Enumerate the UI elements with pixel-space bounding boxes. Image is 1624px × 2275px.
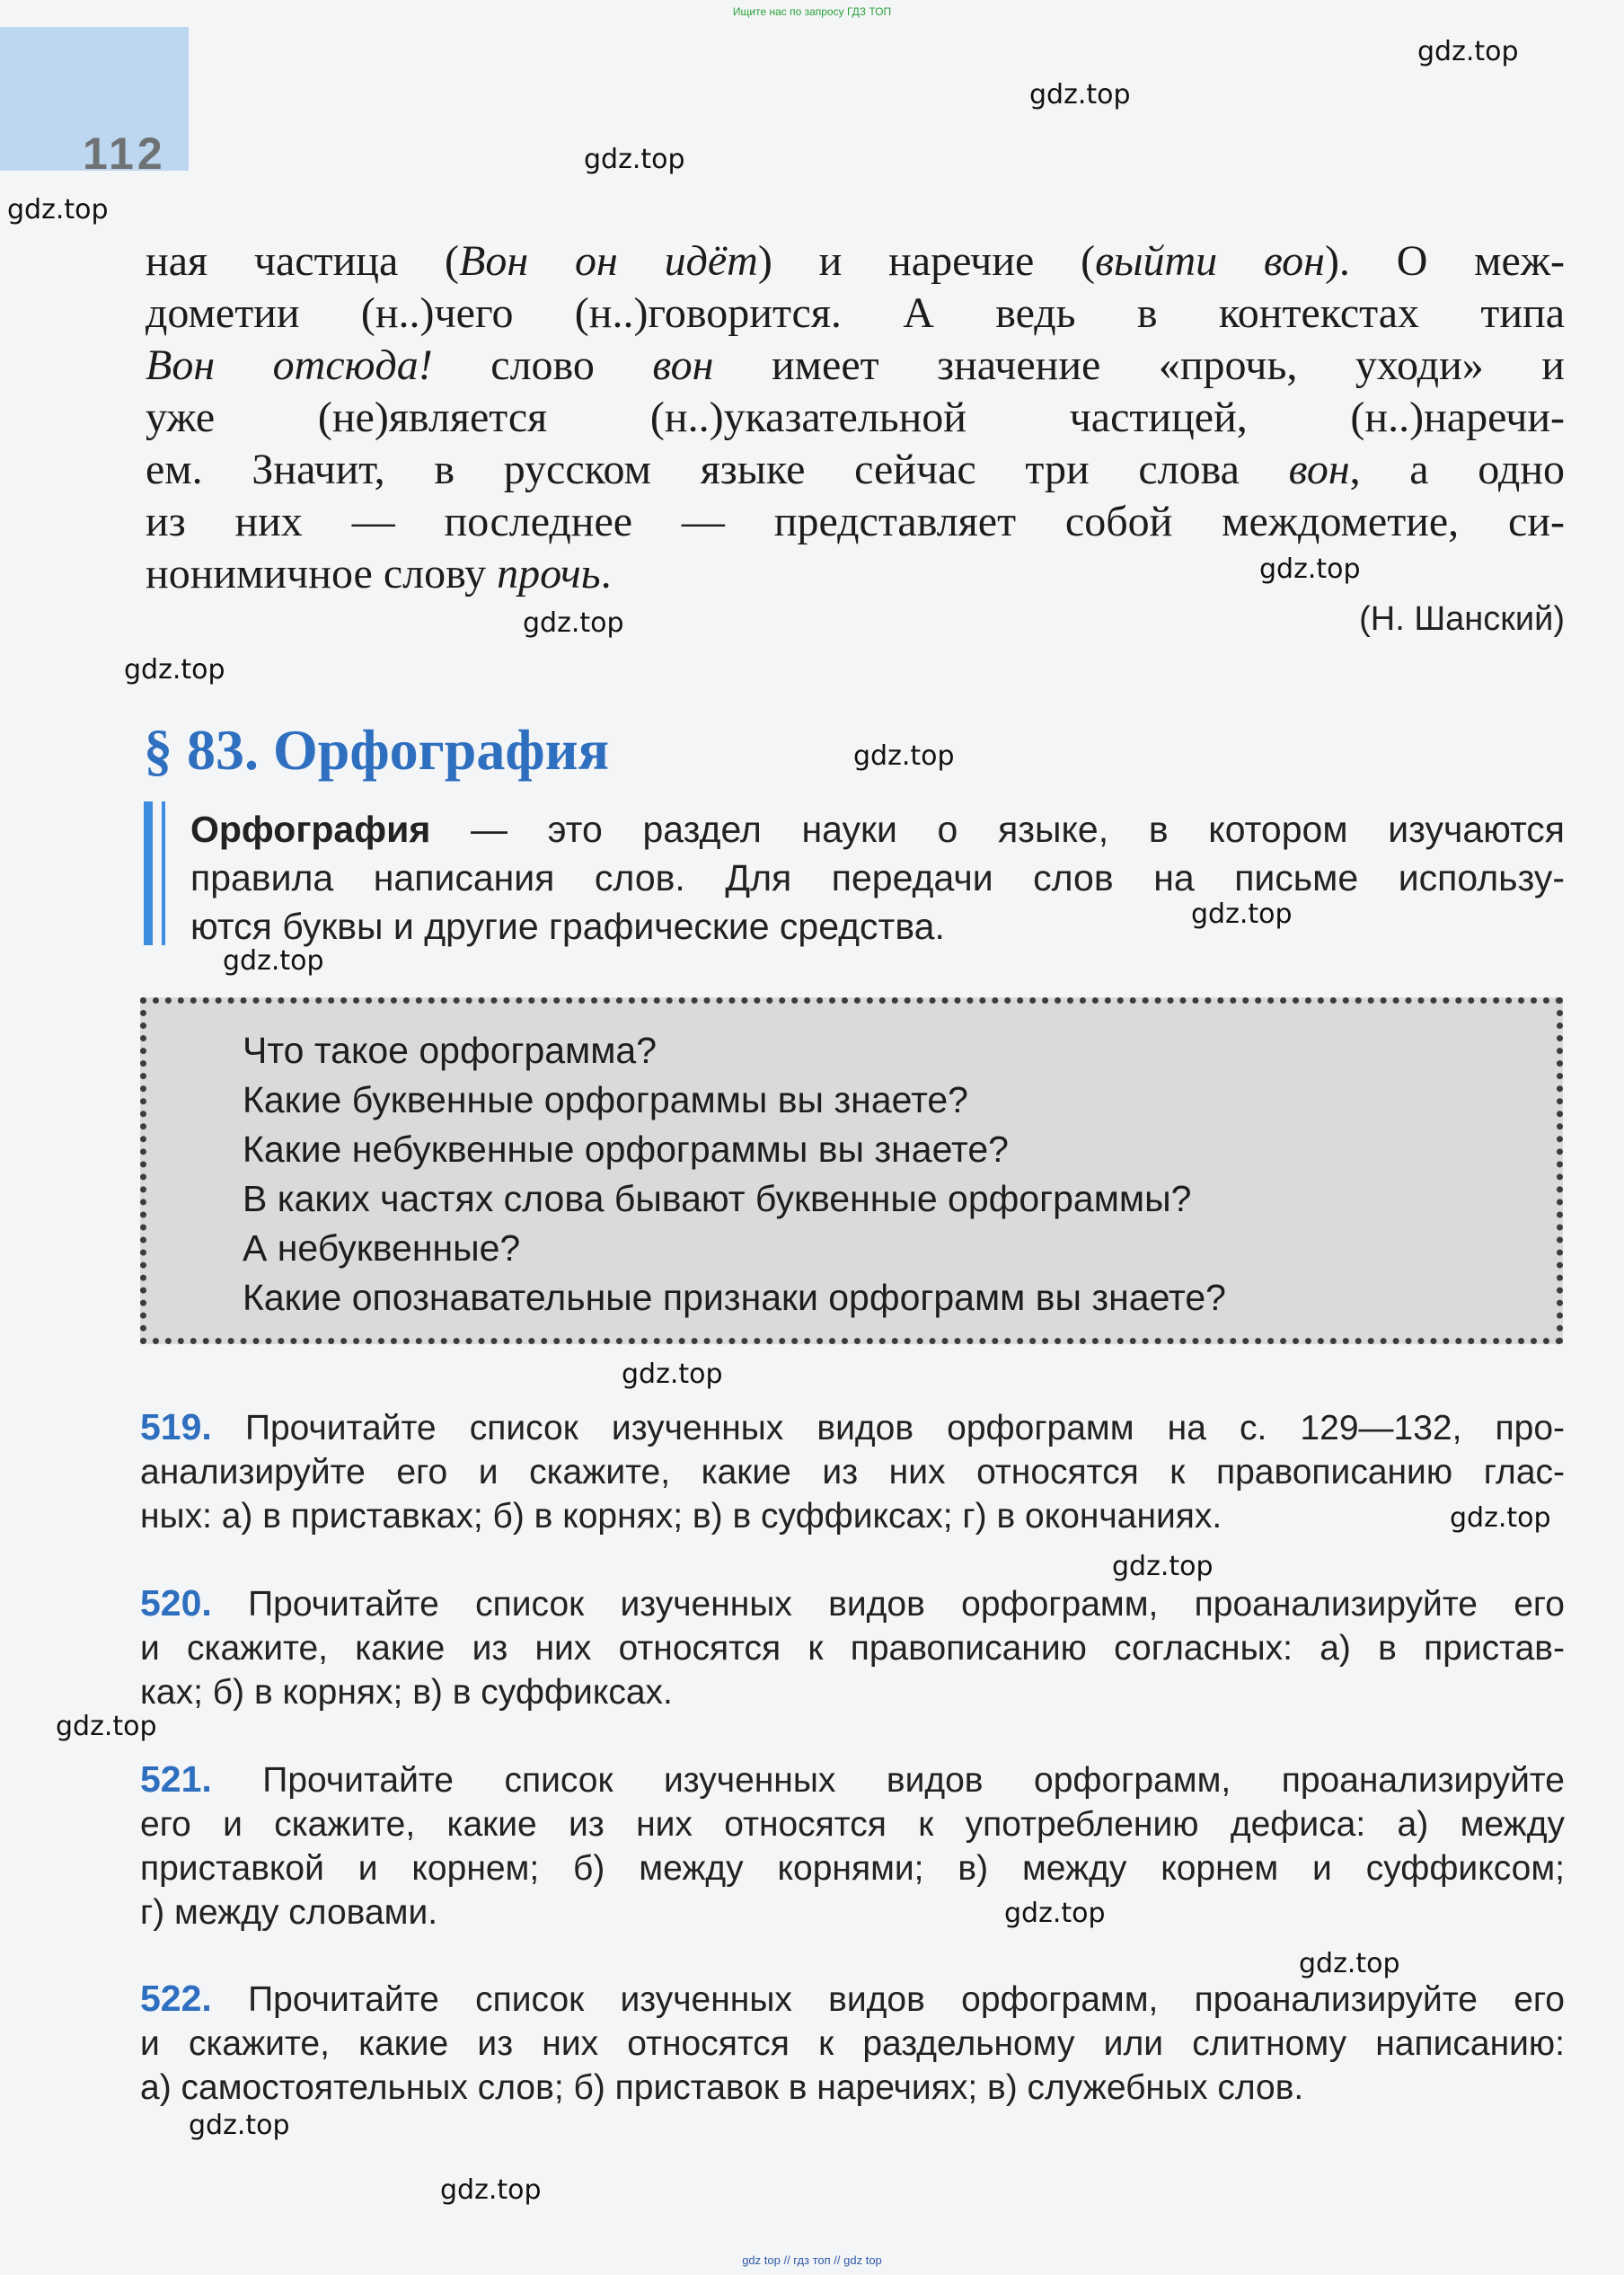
section-title: § 83. Орфография — [144, 718, 610, 782]
quote-author: (Н. Шанский) — [1359, 600, 1565, 638]
exercise-line: 520. Прочитайте список изученных видов орфограмм, проанализируйте его — [140, 1582, 1565, 1624]
question-item: Какие буквенные орфограммы вы знаете? — [243, 1079, 968, 1120]
question-item: А небуквенные? — [243, 1227, 521, 1269]
watermark: gdz.top — [189, 2110, 290, 2141]
exercise-519 — [140, 1405, 1565, 1538]
exercise-number: 521. — [140, 1758, 212, 1800]
exercise-520 — [140, 1581, 1565, 1714]
quote-line: Вон отсюда! слово вон имеет значение «прочь, уходи» и — [146, 341, 1565, 389]
watermark: gdz.top — [523, 607, 624, 639]
exercise-522 — [140, 1977, 1565, 2110]
bottom-note: gdz top // гдз топ // gdz top — [742, 2253, 882, 2267]
exercise-line: 522. Прочитайте список изученных видов орфограмм, проанализируйте его — [140, 1978, 1565, 2019]
exercise-line: а) самостоятельных слов; б) приставок в наречиях; в) служебных слов. — [140, 2068, 1304, 2107]
page-number: 112 — [83, 128, 166, 179]
watermark: gdz.top — [7, 194, 109, 226]
quote-line: из них — последнее — представляет собой междометие, си- — [146, 498, 1565, 545]
watermark: gdz.top — [584, 144, 685, 175]
exercise-line: и скажите, какие из них относятся к раздельному или слитному написанию: — [140, 2024, 1565, 2063]
exercise-number: 522. — [140, 1978, 212, 2019]
top-note: Ищите нас по запросу ГДЗ ТОП — [732, 5, 892, 18]
exercise-line: 519. Прочитайте список изученных видов орфограмм на с. 129—132, про- — [140, 1406, 1566, 1447]
definition-accent-bar — [144, 801, 153, 945]
watermark: gdz.top — [440, 2174, 542, 2206]
exercise-line: 521. Прочитайте список изученных видов орфограмм, проанализируйте — [140, 1758, 1565, 1800]
quote-line: дометии (н..)чего (н..)говорится. А ведь в контекстах типа — [146, 289, 1565, 337]
questions-list — [243, 1026, 1527, 1323]
quote-line: уже (не)является (н..)указательной частицей, (н..)наречи- — [146, 394, 1565, 441]
question-item: Что такое орфограмма? — [243, 1030, 658, 1071]
quote-line: ем. Значит, в русском языке сейчас три слова вон, а одно — [146, 446, 1566, 493]
question-item: В каких частях слова бывают буквенные орфограммы? — [243, 1178, 1192, 1219]
definition-text — [190, 805, 1565, 951]
watermark: gdz.top — [124, 654, 225, 686]
exercise-line: ках; б) в корнях; в) в суффиксах. — [140, 1673, 673, 1712]
exercise-line: приставкой и корнем; б) между корнями; в) между корнем и суффиксом; — [140, 1849, 1565, 1888]
definition-accent-bar — [162, 801, 165, 945]
watermark: gdz.top — [1299, 1948, 1400, 1979]
watermark: gdz.top — [223, 945, 324, 977]
exercise-line: ных: а) в приставках; б) в корнях; в) в суффиксах; г) в окончаниях. — [140, 1497, 1222, 1536]
watermark: gdz.top — [1112, 1551, 1214, 1582]
watermark: gdz.top — [1450, 1502, 1551, 1534]
exercise-521 — [140, 1757, 1565, 1934]
watermark: gdz.top — [1191, 898, 1293, 930]
quote-text — [146, 235, 1565, 600]
watermark: gdz.top — [1029, 79, 1131, 111]
quote-line: ная частица (Вон он идёт) и наречие (выйти вон). О меж- — [146, 237, 1565, 285]
watermark: gdz.top — [1004, 1898, 1106, 1929]
exercise-line: и скажите, какие из них относятся к правописанию согласных: а) в пристав- — [140, 1629, 1565, 1668]
question-item: Какие небуквенные орфограммы вы знаете? — [243, 1129, 1009, 1170]
watermark: gdz.top — [622, 1359, 723, 1390]
definition-line: Орфография — это раздел науки о языке, в котором изучаются — [190, 809, 1565, 850]
exercise-line: анализируйте его и скажите, какие из них относятся к правописанию глас- — [140, 1453, 1565, 1492]
exercise-number: 519. — [140, 1406, 212, 1447]
definition-line: правила написания слов. Для передачи слов на письме использу- — [190, 857, 1565, 898]
watermark: gdz.top — [1259, 553, 1361, 585]
definition-line: ются буквы и другие графические средства. — [190, 906, 945, 947]
quote-line: нонимичное слову прочь. — [146, 550, 612, 598]
exercise-line: его и скажите, какие из них относятся к употреблению дефиса: а) между — [140, 1805, 1565, 1844]
exercise-line: г) между словами. — [140, 1893, 438, 1932]
watermark: gdz.top — [853, 740, 955, 772]
exercise-number: 520. — [140, 1582, 212, 1624]
watermark: gdz.top — [1417, 36, 1519, 67]
watermark: gdz.top — [56, 1711, 157, 1742]
question-item: Какие опознавательные признаки орфограмм вы знаете? — [243, 1277, 1226, 1318]
